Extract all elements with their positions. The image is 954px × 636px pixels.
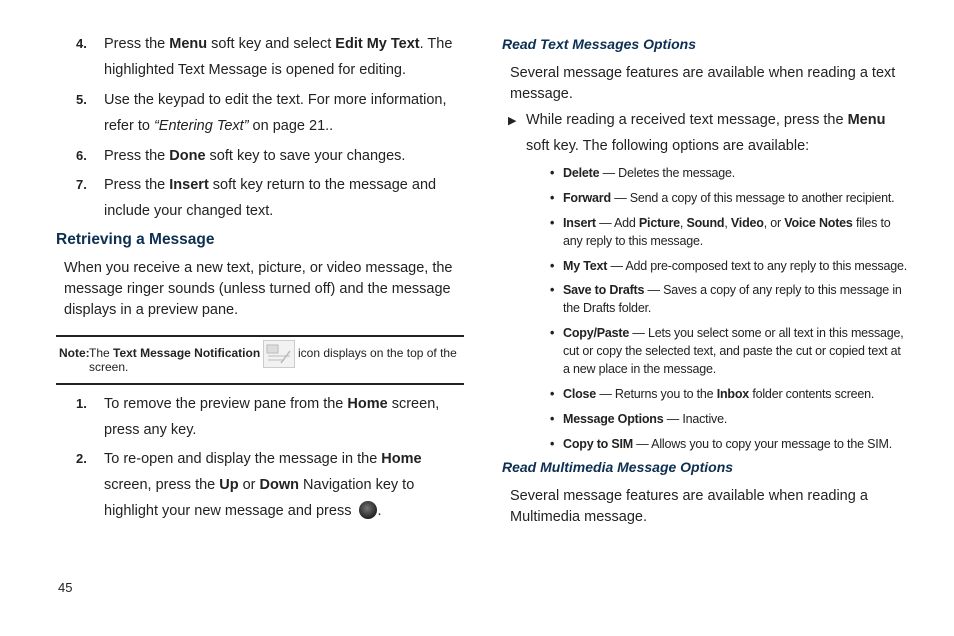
step-number: 5. [76,92,87,107]
note-box [56,335,464,385]
note-text-start: The Text Message Notification [89,346,261,360]
step-text: Press the Insert soft key return to the message and include your changed text. [104,177,437,219]
step-number: 6. [76,148,87,163]
step-text: Press the Menu soft key and select Edit My Text. The highlighted Text Message is opened for editing. [104,36,453,78]
text-message-notification-icon [263,340,295,368]
intro-paragraph: Several message features are available when reading a text message. [510,65,896,102]
page-number: 45 [58,580,73,595]
triangle-bullet-icon: ▶ [508,115,517,127]
step-text: To re-open and display the message in the Home screen, press the Up or Down Navigation key to highlight your new message and press . [104,451,422,519]
step-number: 2. [76,451,87,466]
instruction-text: While reading a received text message, press the Menu soft key. The following options are available: [526,112,886,154]
step-text: To remove the preview pane from the Home screen, press any key. [104,396,440,438]
intro-paragraph: When you receive a new text, picture, or video message, the message ringer sounds (unless turned off) and the message displays in a preview pane. [64,260,453,318]
note-label: Note: [59,346,90,360]
select-key-icon [359,501,377,519]
section-heading: Retrieving a Message [56,231,215,248]
note-text-line2: screen. [89,360,129,374]
step-number: 7. [76,177,87,192]
step-text: Use the keypad to edit the text. For more information, refer to “Entering Text” on page 21.. [104,92,447,134]
note-text-end: icon displays on the top of the [298,346,457,360]
intro-paragraph: Several message features are available when reading a Multimedia message. [510,488,868,525]
subsection-heading: Read Text Messages Options [502,36,696,52]
step-text: Press the Done soft key to save your changes. [104,148,406,164]
subsection-heading: Read Multimedia Message Options [502,459,734,475]
step-number: 4. [76,36,87,51]
step-number: 1. [76,396,87,411]
